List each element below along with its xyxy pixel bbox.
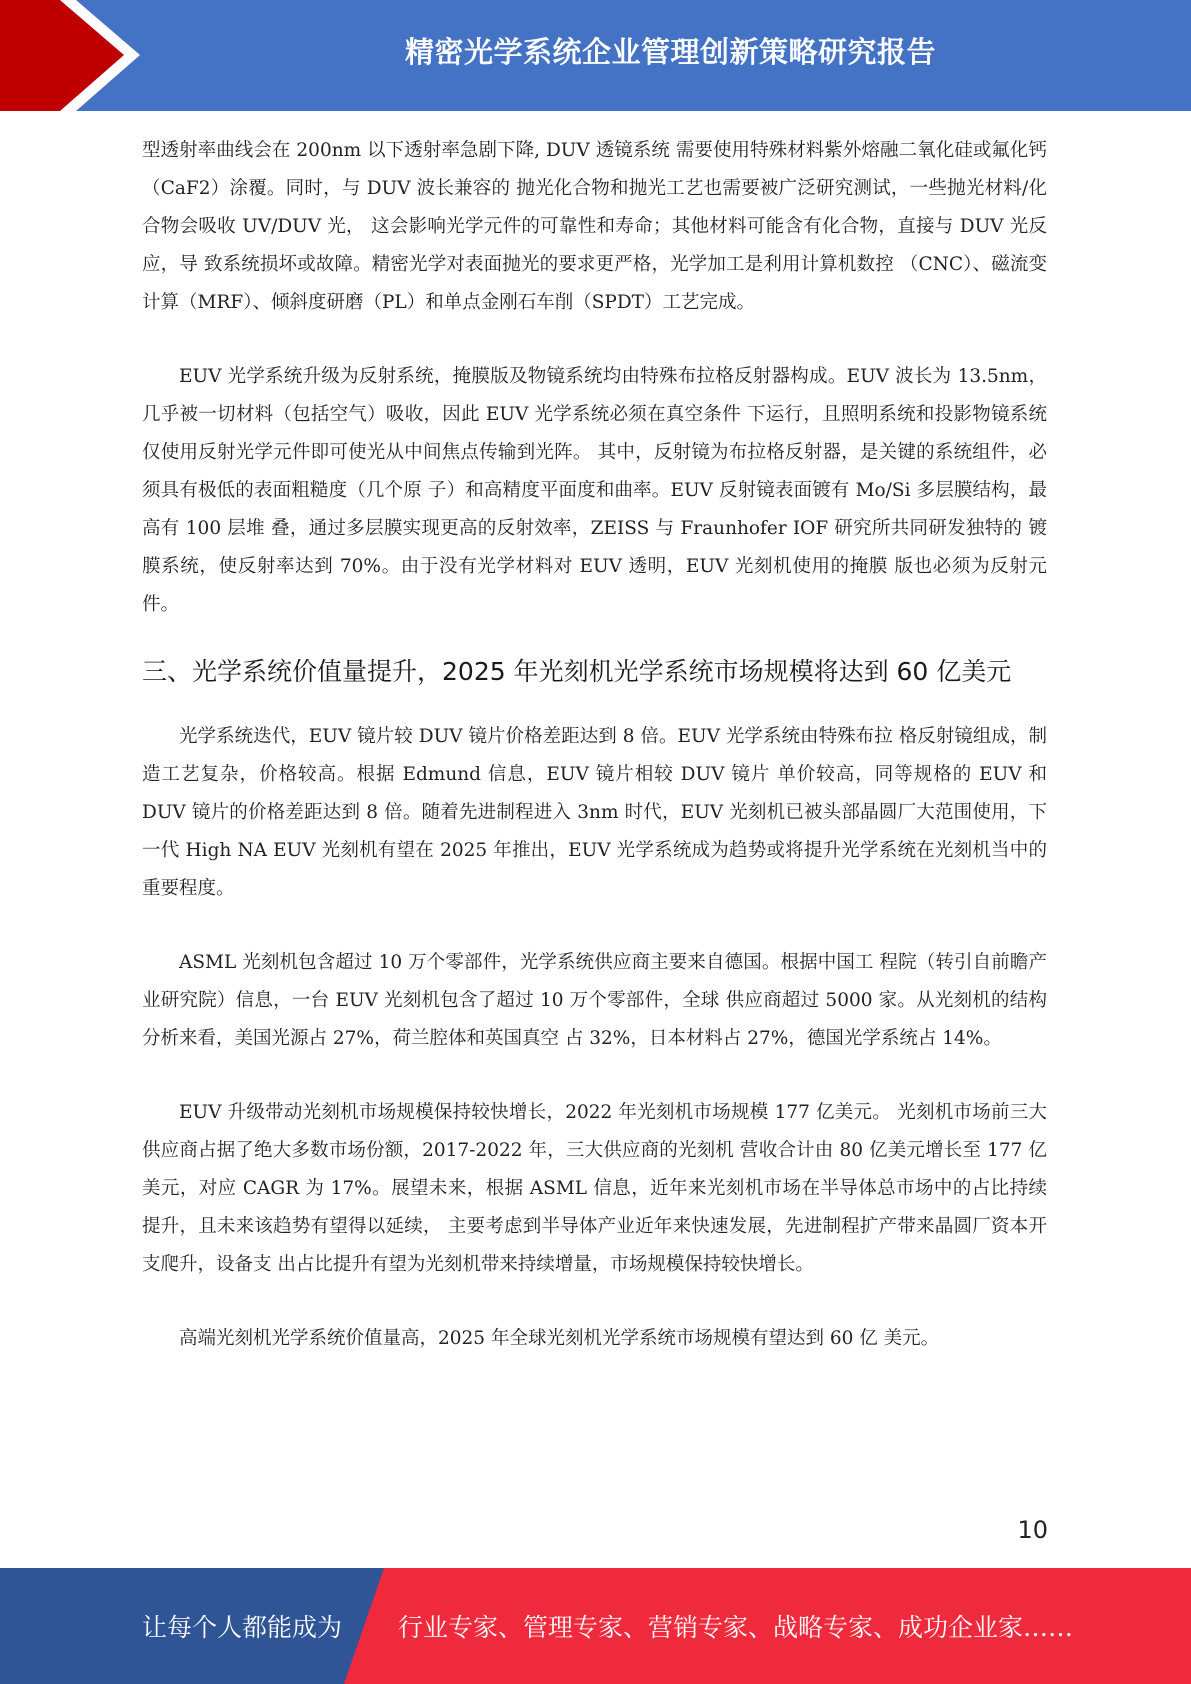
- paragraph: ASML 光刻机包含超过 10 万个零部件，光学系统供应商主要来自德国。根据中国工 程院（转引自前瞻产业研究院）信息，一台 EUV 光刻机包含了超过 10 万个零部件，全球 供应商超过 5000 家。从光刻机的结构分析来看，美国光源占 27%，荷兰腔体和英国真空 占 32%，日本材料占 27%，德国光学系统占 14%。: [142, 952, 1047, 1049]
- document-body: [142, 132, 1047, 1358]
- page-footer: [0, 1568, 1191, 1684]
- report-title: 精密光学系统企业管理创新策略研究报告: [404, 34, 936, 69]
- section-heading: 三、光学系统价值量提升，2025 年光刻机光学系统市场规模将达到 60 亿美元: [142, 657, 1012, 686]
- paragraph: EUV 光学系统升级为反射系统，掩膜版及物镜系统均由特殊布拉格反射器构成。EUV 波长为 13.5nm，几乎被一切材料（包括空气）吸收，因此 EUV 光学系统必须在真空条件 下运行，且照明系统和投影物镜系统仅使用反射光学元件即可使光从中间焦点传输到光阵。 其中，反射镜为布拉格反射器，是关键的系统组件，必须具有极低的表面粗糙度（几个原 子）和高精度平面度和曲率。EUV 反射镜表面镀有 Mo/Si 多层膜结构，最高有 100 层堆 叠，通过多层膜实现更高的反射效率，ZEISS 与 Fraunhofer IOF 研究所共同研发独特的 镀膜系统，使反射率达到 70%。由于没有光学材料对 EUV 透明，EUV 光刻机使用的掩膜 版也必须为反射元件。: [142, 366, 1047, 615]
- paragraph: 光学系统迭代，EUV 镜片较 DUV 镜片价格差距达到 8 倍。EUV 光学系统由特殊布拉 格反射镜组成，制造工艺复杂，价格较高。根据 Edmund 信息，EUV 镜片相较 DUV 镜片 单价较高，同等规格的 EUV 和 DUV 镜片的价格差距达到 8 倍。随着先进制程进入 3nm 时代，EUV 光刻机已被头部晶圆厂大范围使用，下一代 High NA EUV 光刻机有望在 2025 年推出，EUV 光学系统成为趋势或将提升光学系统在光刻机当中的重要程度。: [142, 726, 1047, 899]
- paragraph: 型透射率曲线会在 200nm 以下透射率急剧下降, DUV 透镜系统 需要使用特殊材料紫外熔融二氧化硅或氟化钙（CaF2）涂覆。同时，与 DUV 波长兼容的 抛光化合物和抛光工艺也需要被广泛研究测试，一些抛光材料/化合物会吸收 UV/DUV 光， 这会影响光学元件的可靠性和寿命；其他材料可能含有化合物，直接与 DUV 光反应，导 致系统损坏或故障。精密光学对表面抛光的要求更严格，光学加工是利用计算机数控 （CNC）、磁流变计算（MRF）、倾斜度研磨（PL）和单点金刚石车削（SPDT）工艺完成。: [142, 140, 1047, 313]
- paragraph: 高端光刻机光学系统价值量高，2025 年全球光刻机光学系统市场规模有望达到 60 亿 美元。: [179, 1328, 940, 1349]
- page-number: 10: [1017, 1516, 1048, 1544]
- page-header: [0, 0, 1191, 111]
- footer-slogan-right: 行业专家、管理专家、营销专家、战略专家、成功企业家……: [398, 1613, 1074, 1642]
- paragraph: EUV 升级带动光刻机市场规模保持较快增长，2022 年光刻机市场规模 177 亿美元。 光刻机市场前三大供应商占据了绝大多数市场份额，2017-2022 年，三大供应商的光刻机 营收合计由 80 亿美元增长至 177 亿美元，对应 CAGR 为 17%。展望未来，根据 ASML 信息，近年来光刻机市场在半导体总市场中的占比持续提升，且未来该趋势有望得以延续， 主要考虑到半导体产业近年来快速发展，先进制程扩产带来晶圆厂资本开支爬升，设备支 出占比提升有望为光刻机带来持续增量，市场规模保持较快增长。: [142, 1102, 1047, 1275]
- header-arrow-decoration: [0, 0, 150, 111]
- footer-slogan-left: 让每个人都能成为: [142, 1613, 343, 1642]
